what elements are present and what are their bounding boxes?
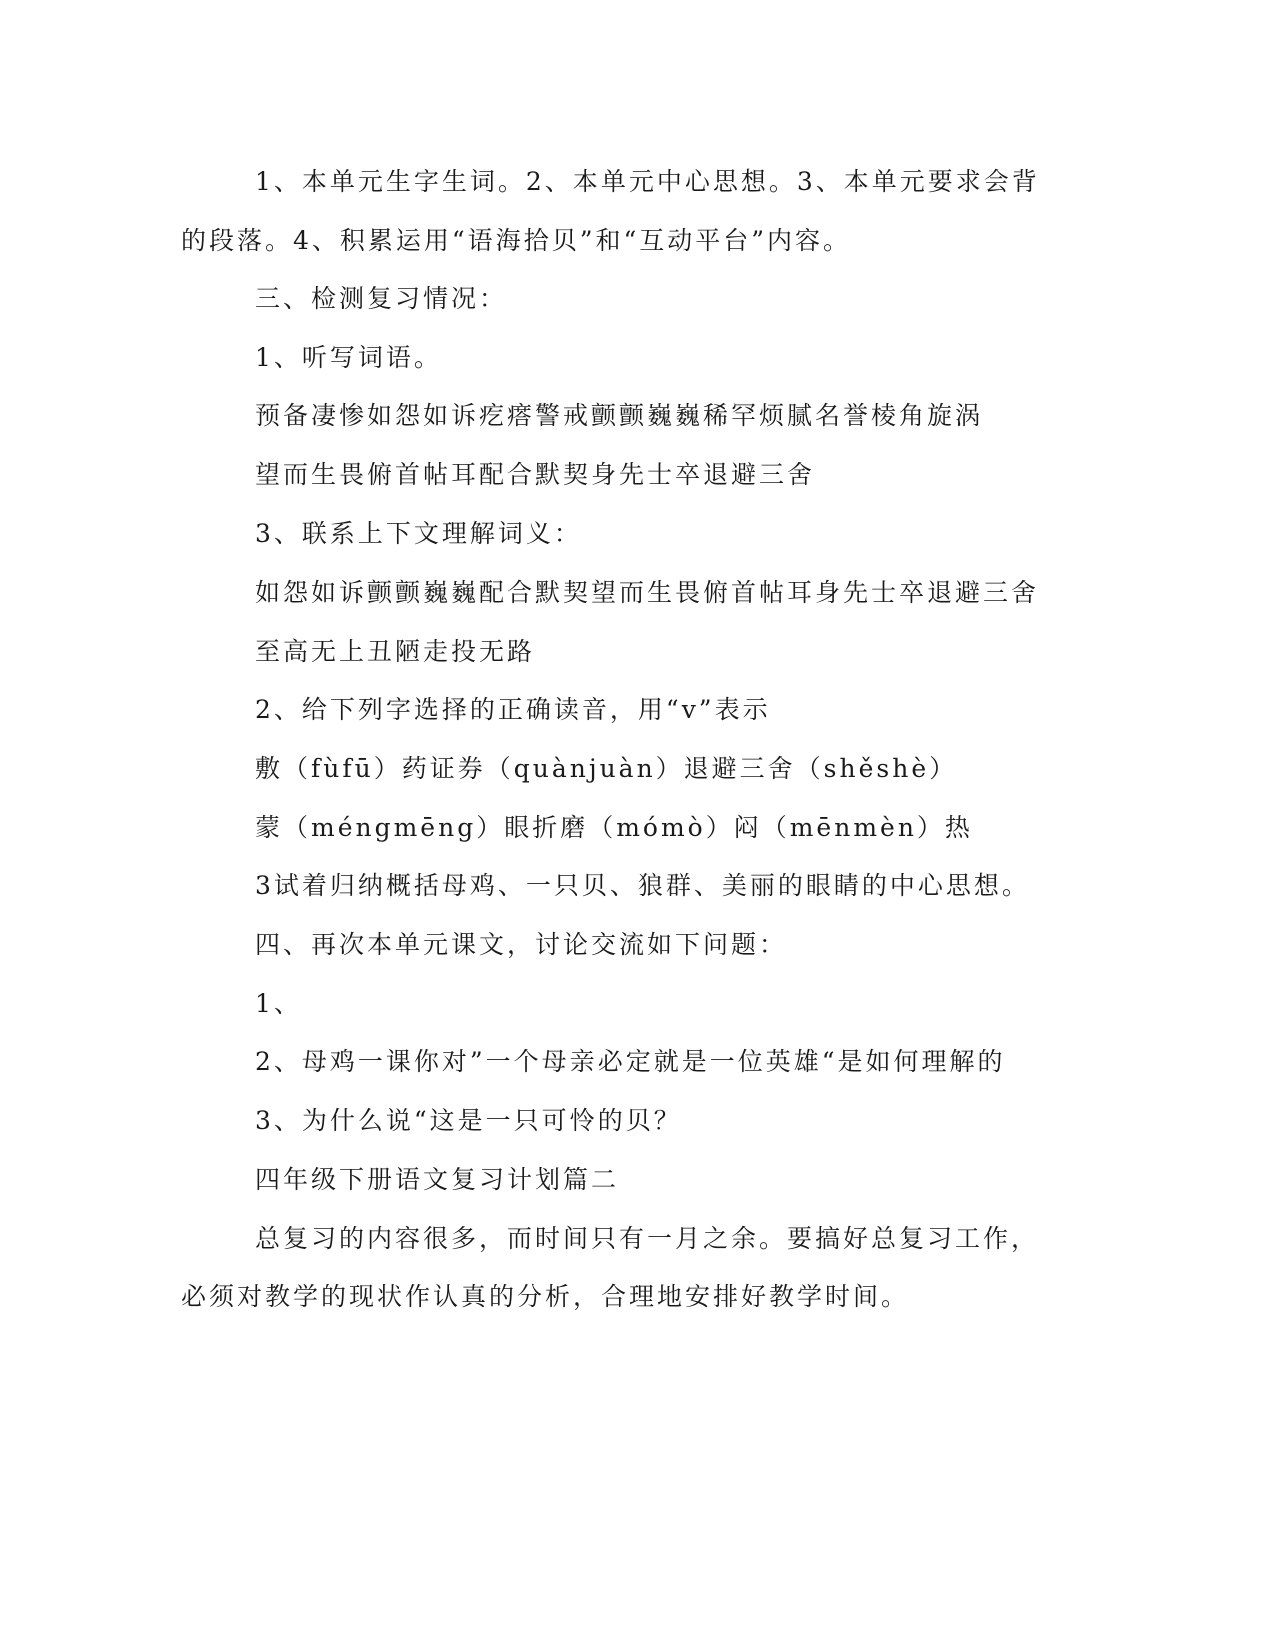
paragraph-overview-line-2: 必须对教学的现状作认真的分析，合理地安排好教学时间。	[181, 1282, 910, 1311]
paragraph-review-content-line-1: 1、本单元生字生词。2、本单元中心思想。3、本单元要求会背	[255, 167, 1040, 196]
item-context-meaning: 3、联系上下文理解词义：	[255, 519, 582, 548]
section-title-part-two: 四年级下册语文复习计划篇二	[255, 1165, 620, 1194]
paragraph-overview-line-1: 总复习的内容很多，而时间只有一月之余。要搞好总复习工作，	[255, 1224, 1040, 1253]
word-list-line-2: 望而生畏俯首帖耳配合默契身先士卒退避三舍	[255, 460, 816, 489]
item-pronunciation: 2、给下列字选择的正确读音，用“v”表示	[255, 695, 771, 724]
section-heading-three: 三、检测复习情况：	[255, 284, 508, 313]
idiom-list-line-2: 至高无上丑陋走投无路	[255, 637, 536, 666]
item-dictation: 1、听写词语。	[255, 343, 442, 372]
question-2: 2、母鸡一课你对”一个母亲必定就是一位英雄“是如何理解的	[255, 1047, 1006, 1076]
paragraph-review-content-line-2: 的段落。4、积累运用“语海拾贝”和“互动平台”内容。	[181, 226, 852, 255]
pronunciation-line-1: 敷（fùfū）药证券（quànjuàn）退避三舍（shěshè）	[255, 754, 958, 783]
item-main-idea: 3试着归纳概括母鸡、一只贝、狼群、美丽的眼睛的中心思想。	[255, 871, 1030, 900]
idiom-list-line-1: 如怨如诉颤颤巍巍配合默契望而生畏俯首帖耳身先士卒退避三舍	[255, 578, 1040, 607]
question-3: 3、为什么说“这是一只可怜的贝？	[255, 1106, 682, 1135]
pronunciation-line-2: 蒙（méngmēng）眼折磨（mómò）闷（mēnmèn）热	[255, 813, 973, 842]
section-heading-four: 四、再次本单元课文，讨论交流如下问题：	[255, 930, 788, 959]
word-list-line-1: 预备凄惨如怨如诉疙瘩警戒颤颤巍巍稀罕烦腻名誉棱角旋涡	[255, 401, 984, 430]
question-1: 1、	[255, 989, 302, 1018]
